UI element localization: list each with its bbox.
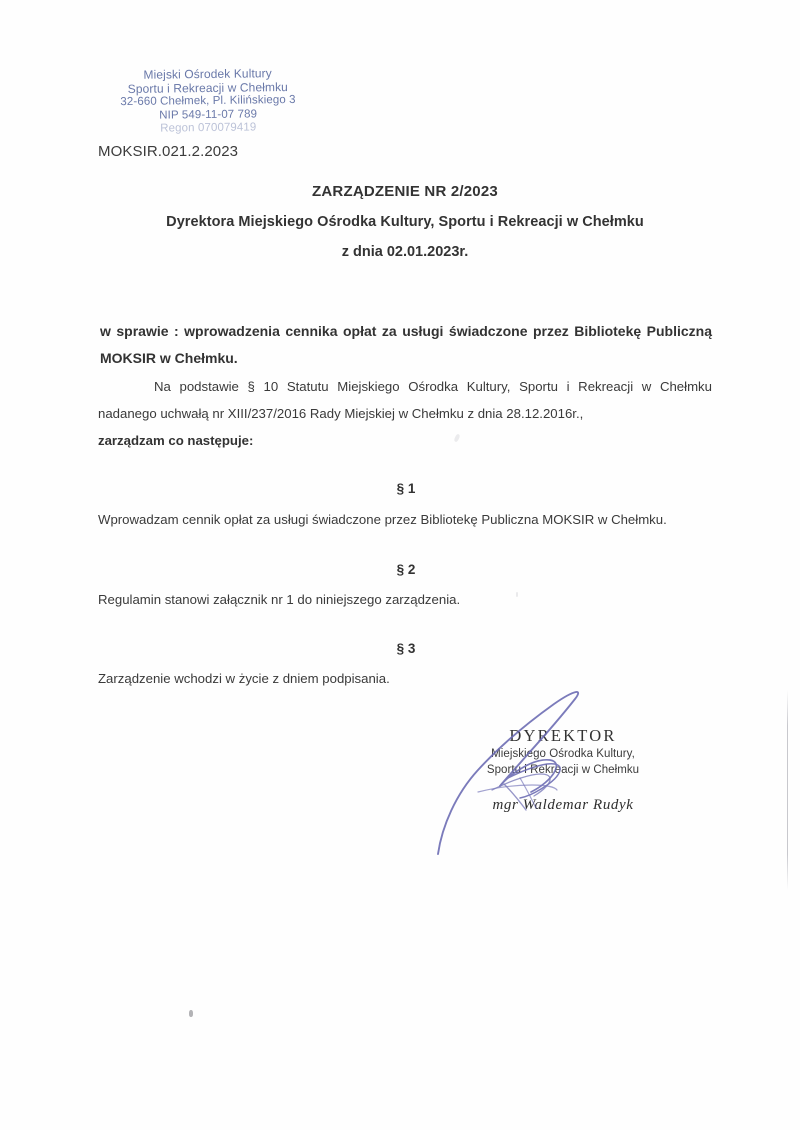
section-heading-2: § 2 <box>396 562 416 577</box>
stamp-line-organization-2: Sportu i Rekreacji w Chełmku <box>127 79 288 96</box>
legal-basis-decree-verb: zarządzam co następuje: <box>98 433 254 448</box>
document-legal-basis <box>98 373 712 454</box>
signature-org-line-1: Miejskiego Ośrodka Kultury, <box>491 748 635 760</box>
scan-speck-artifact <box>516 592 518 597</box>
section-body-1: Wprowadzam cennik opłat za usługi świadczone przez Bibliotekę Publiczna MOKSIR w Chełmku. <box>98 512 667 527</box>
signature-role: DYREKTOR <box>509 726 617 745</box>
section-body-3: Zarządzenie wchodzi w życie z dniem podpisania. <box>98 671 390 686</box>
stamp-line-nip: NIP 549-11-07 789 <box>159 108 258 122</box>
document-subject: w sprawie : wprowadzenia cennika opłat za usługi świadczone przez Bibliotekę Publiczną MOKSIR w Chełmku. <box>100 323 712 366</box>
title-subline-authority: Dyrektora Miejskiego Ośrodka Kultury, Sportu i Rekreacji w Chełmku <box>166 214 644 230</box>
signature-stamp-block <box>443 726 683 814</box>
organization-stamp <box>78 66 339 137</box>
scan-speck-artifact <box>189 1010 193 1017</box>
stamp-line-regon: Regon 070079419 <box>160 121 257 135</box>
page-title: ZARZĄDZENIE NR 2/2023 <box>312 183 498 200</box>
section-body-2: Regulamin stanowi załącznik nr 1 do niniejszego zarządzenia. <box>98 592 461 607</box>
stamp-line-organization-1: Miejski Ośrodek Kultury <box>143 66 272 82</box>
stamp-line-address: 32-660 Chełmek, Pl. Kilińskiego 3 <box>120 94 296 109</box>
title-subline-date: z dnia 02.01.2023r. <box>341 244 469 260</box>
section-heading-3: § 3 <box>396 641 416 656</box>
signature-name: mgr Waldemar Rudyk <box>492 797 634 813</box>
document-reference-number: MOKSIR.021.2.2023 <box>98 143 239 160</box>
scan-edge-artifact <box>787 690 788 890</box>
legal-basis-text: Na podstawie § 10 Statutu Miejskiego Ośrodka Kultury, Sportu i Rekreacji w Chełmku nadanego uchwałą nr XIII/237/2016 Rady Miejskiej w Chełmku z dnia 28.12.2016r., <box>98 379 712 421</box>
document-title-block <box>100 183 710 260</box>
signature-org-line-2: Sportu i Rekreacji w Chełmku <box>486 763 640 776</box>
section-heading-1: § 1 <box>396 481 416 496</box>
